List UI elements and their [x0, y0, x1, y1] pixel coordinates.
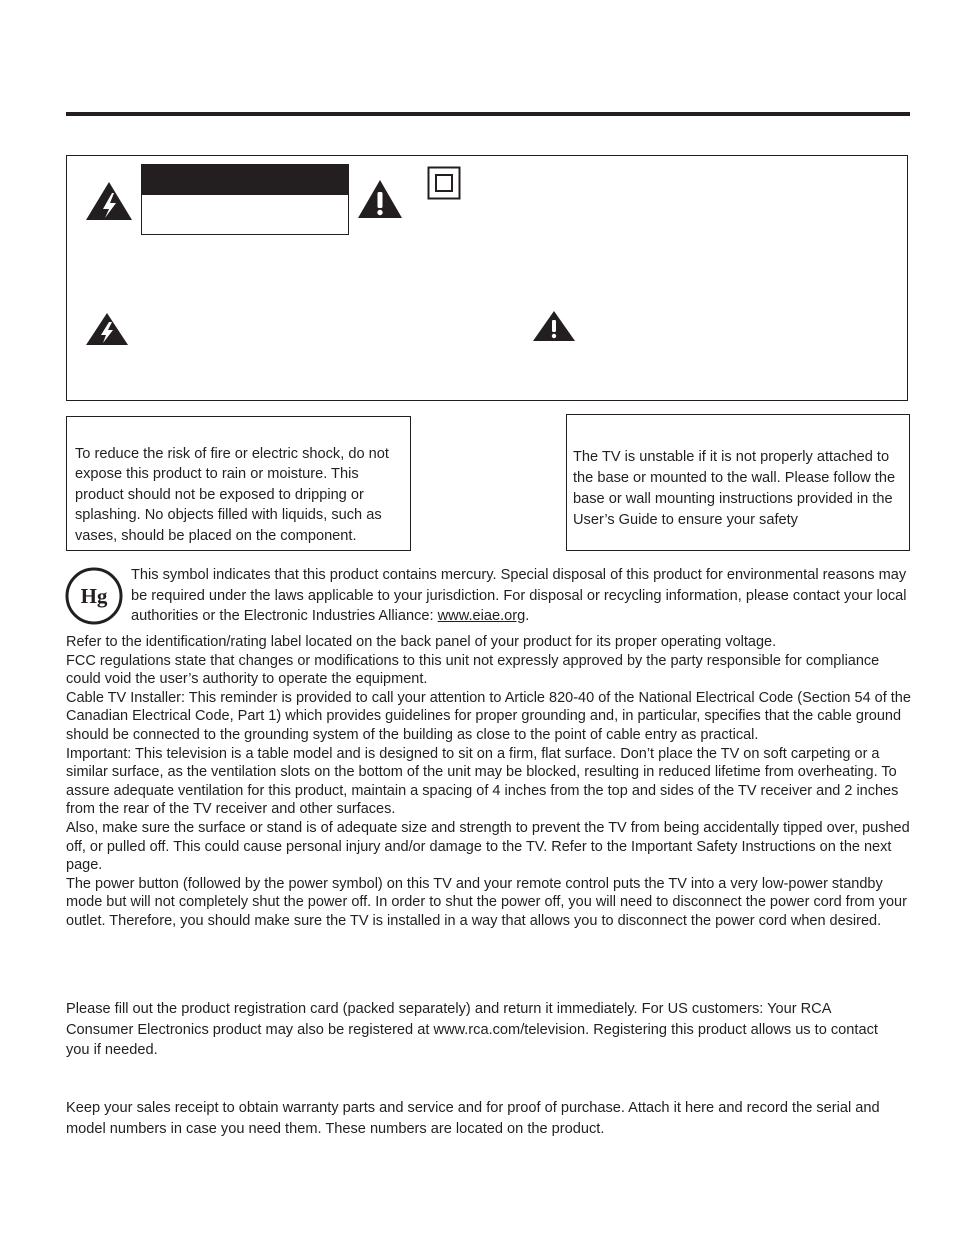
fcc-paragraph: FCC regulations state that changes or modifications to this unit not expressly approved by the party responsible for compliance could void the user’s authority to operate the equipment. — [66, 652, 880, 688]
moisture-warning-text: To reduce the risk of fire or electric shock, do not expose this product to rain or moisture. This product should not be exposed to dripping or splashing. No objects filled with liquids, such as vases, should be placed on the component. — [75, 446, 389, 544]
cable-installer-paragraph: Cable TV Installer: This reminder is provided to call your attention to Article 820-40 of the National Electrical Code (Section 54 of the Canadian Electrical Code, Part 1) which provides guidelines for proper grounding and, in particular, specifies that the cable ground should be connected to the grounding system of the building as close to the point of cable entry as practical. — [66, 689, 911, 743]
receipt-paragraph: Keep your sales receipt to obtain warranty parts and service and for proof of purchase. Attach it here and record the serial and model numbers in case you need them. These numbers are located on the product. — [66, 1100, 880, 1137]
voltage-paragraph: Refer to the identification/rating label located on the back panel of your product for its proper operating voltage. — [66, 634, 777, 650]
caution-label — [141, 164, 349, 235]
exclamation-triangle-icon — [532, 310, 576, 342]
mercury-notice-end: . — [525, 608, 530, 624]
header-rule — [66, 112, 910, 116]
ventilation-paragraph: Important: This television is a table model and is designed to sit on a firm, flat surface. Don’t place the TV on soft carpeting or a similar surface, as the ventilation slots on the bottom of the unit may be blocked, resulting in reduced lifetime from overheating. To assure adequate ventilation for this product, maintain a spacing of 4 inches from the top and sides of the TV receiver and 2 inches from the rear of the TV receiver and other surfaces. — [66, 745, 899, 818]
mercury-hg-icon — [64, 566, 124, 626]
safety-notices — [66, 633, 912, 931]
mercury-symbol-text: Hg — [80, 584, 108, 608]
eiae-link[interactable]: www.eiae.org — [437, 608, 526, 624]
mercury-notice — [131, 565, 911, 627]
lightning-triangle-icon — [85, 181, 133, 221]
moisture-warning-box — [66, 416, 411, 551]
stability-warning-text: The TV is unstable if it is not properly attached to the base or mounted to the wall. Please follow the base or wall mounting instructions provided in the User’s Guide to ensure your safety — [573, 449, 896, 528]
caution-label-bar — [142, 165, 348, 195]
mercury-notice-text: This symbol indicates that this product contains mercury. Special disposal of this product for environmental reasons may be required under the laws applicable to your jurisdiction. For disposal or recycling information, please contact your local authorities or the Electronic Industries Alliance: — [131, 567, 907, 624]
stand-paragraph: Also, make sure the surface or stand is of adequate size and strength to prevent the TV from being accidentally tipped over, pushed off, or pulled off. This could cause personal injury and/or damage to the TV. Refer to the Important Safety Instructions on the next page. — [66, 819, 910, 874]
registration-paragraph: Please fill out the product registration card (packed separately) and return it immediately. For US customers: Your RCA Consumer Electronics product may also be registered at www.rca.com/television. Registering this product allows us to contact you if needed. — [66, 1001, 878, 1059]
power-button-paragraph: The power button (followed by the power symbol) on this TV and your remote control puts the TV into a very low-power standby mode but will not completely shut the power off. In order to shut the power off, you will need to disconnect the power cord from your outlet. Therefore, you should make sure the TV is installed in a way that allows you to disconnect the power cord when desired. — [66, 875, 907, 929]
stability-warning-box — [566, 414, 910, 551]
lightning-triangle-icon — [85, 312, 129, 346]
double-insulation-icon — [427, 166, 461, 200]
exclamation-triangle-icon — [357, 179, 403, 219]
